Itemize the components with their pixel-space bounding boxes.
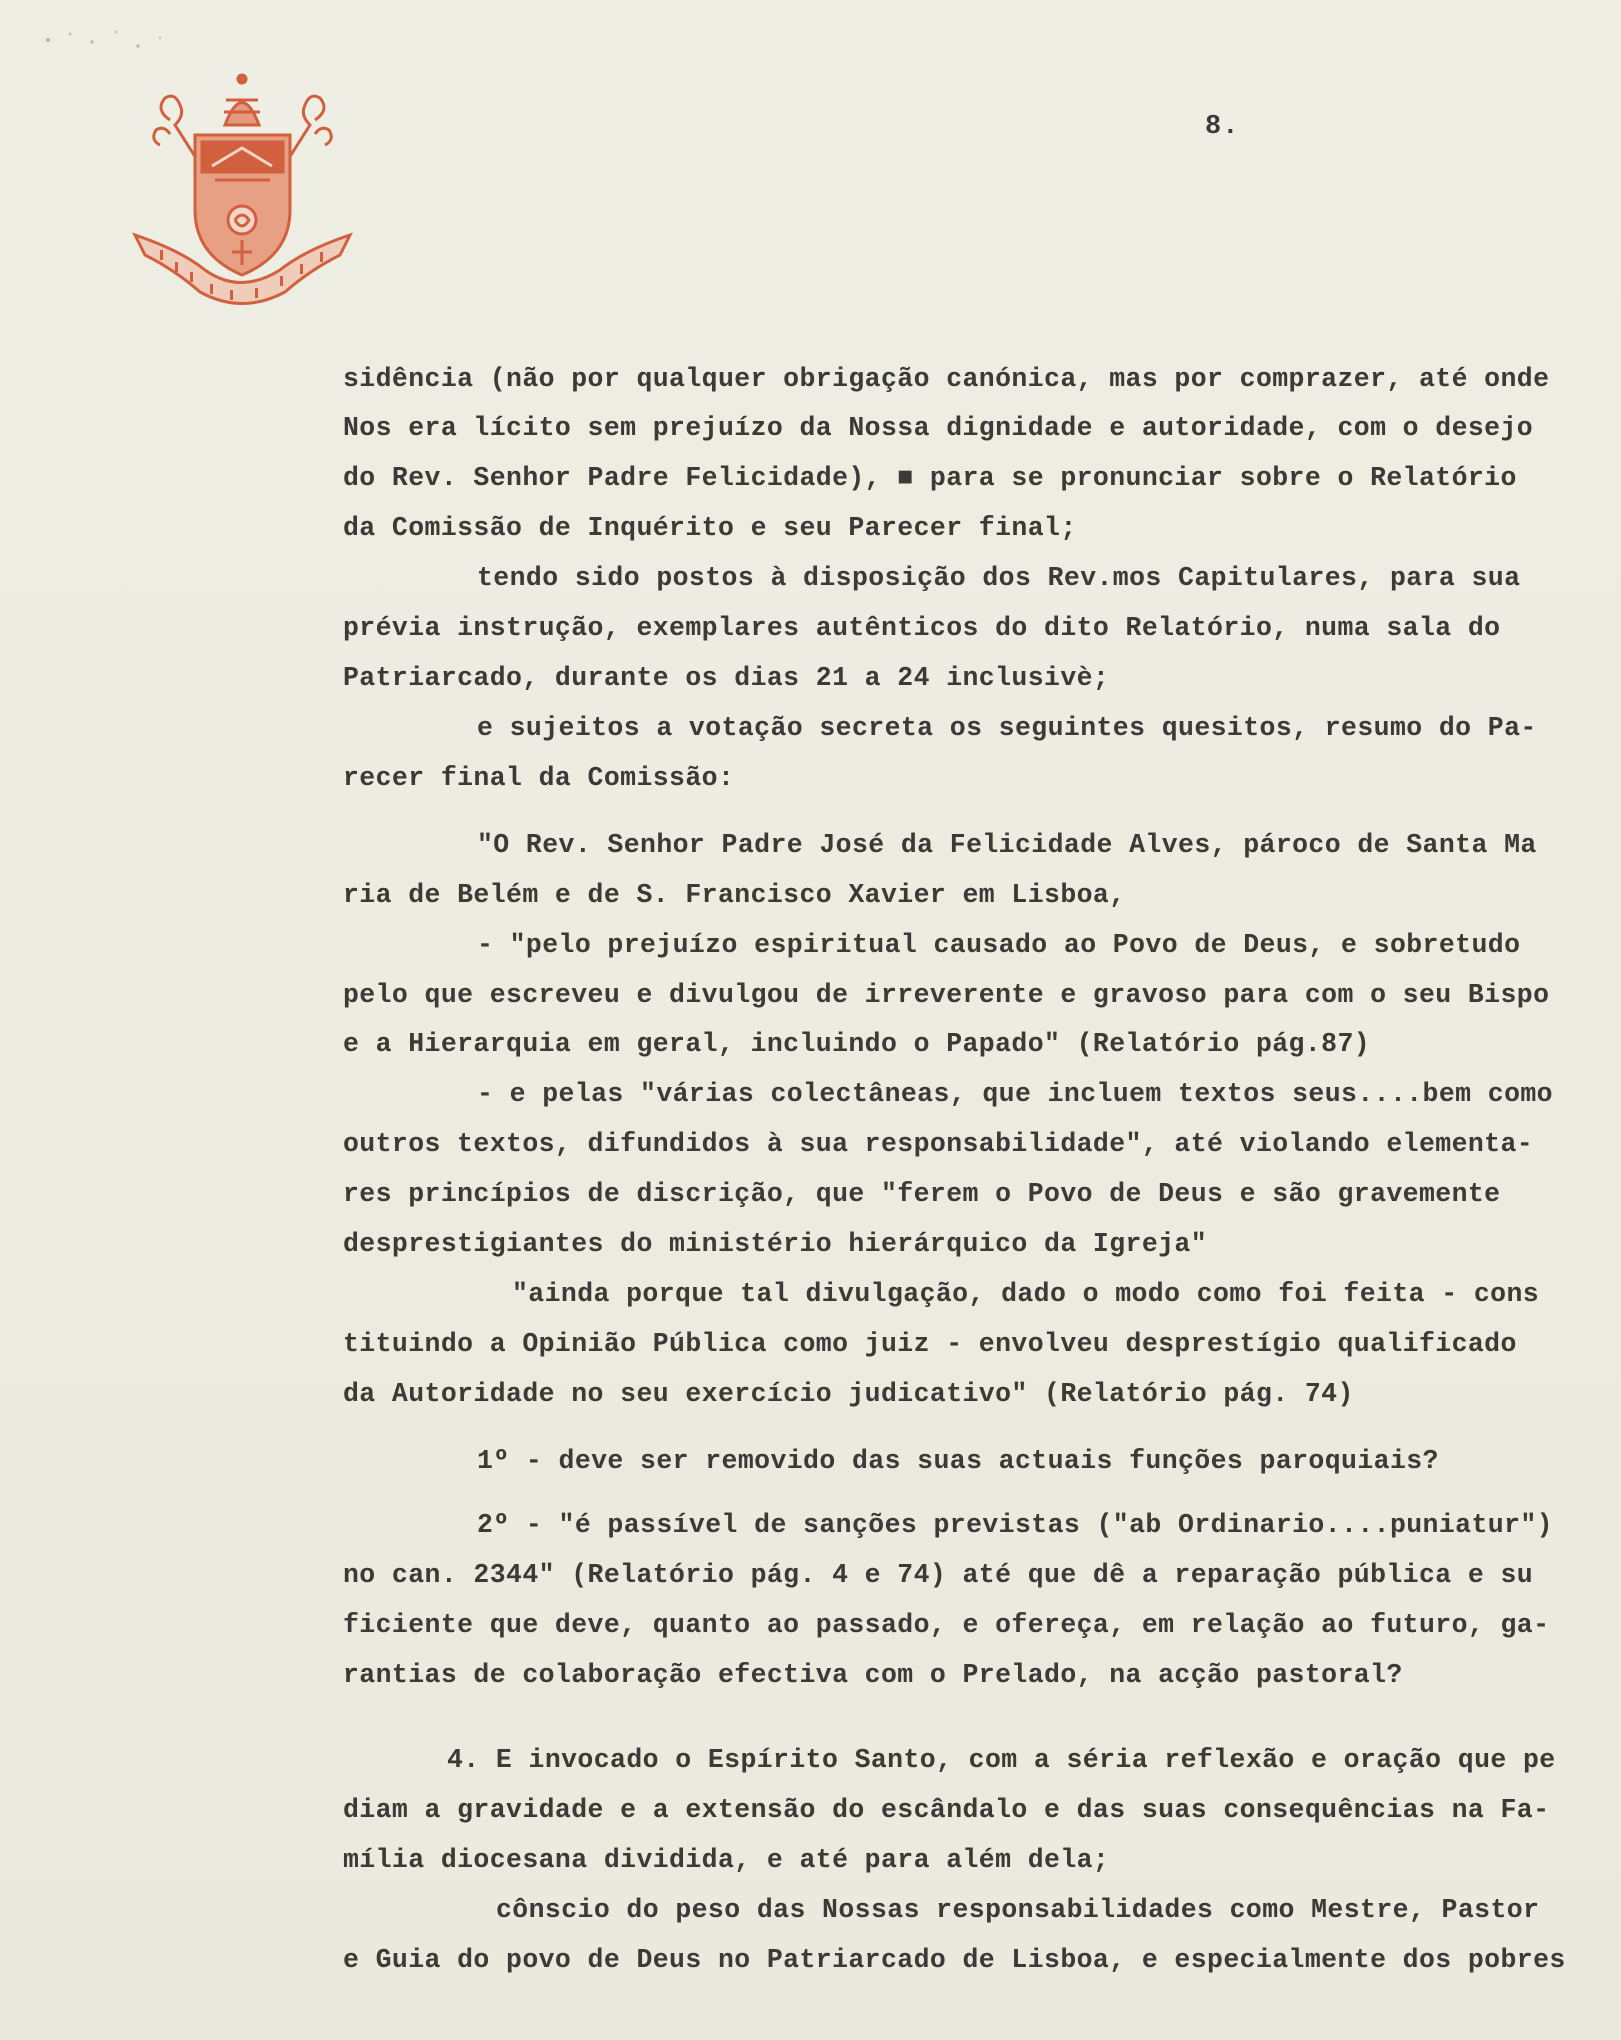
text-line: ria de Belém e de S. Francisco Xavier em Lisboa, — [343, 880, 1126, 910]
text-line: - e pelas "várias colectâneas, que incluem textos seus....bem como — [477, 1079, 1553, 1109]
text-line: ficiente que deve, quanto ao passado, e ofereça, em relação ao futuro, ga- — [343, 1610, 1550, 1640]
text-line: cônscio do peso das Nossas responsabilidades como Mestre, Pastor — [496, 1895, 1540, 1925]
text-line: e sujeitos a votação secreta os seguintes quesitos, resumo do Pa- — [477, 713, 1537, 743]
text-line: no can. 2344" (Relatório pág. 4 e 74) até que dê a reparação pública e su — [343, 1560, 1534, 1590]
text-line: tituindo a Opinião Pública como juiz - envolveu desprestígio qualificado — [343, 1329, 1517, 1359]
text-line: res princípios de discrição, que "ferem o Povo de Deus e são gravemente — [343, 1179, 1501, 1209]
text-line: sidência (não por qualquer obrigação canónica, mas por comprazer, até onde — [343, 364, 1550, 394]
text-line: - "pelo prejuízo espiritual causado ao Povo de Deus, e sobretudo — [477, 930, 1521, 960]
page-number: 8. — [1205, 112, 1240, 142]
text-line: 1º - deve ser removido das suas actuais funções paroquiais? — [477, 1446, 1439, 1476]
text-line: e Guia do povo de Deus no Patriarcado de Lisboa, e especialmente dos pobres — [343, 1945, 1566, 1975]
text-line: 4. E invocado o Espírito Santo, com a séria reflexão e oração que pe — [447, 1745, 1556, 1775]
text-line: "O Rev. Senhor Padre José da Felicidade Alves, pároco de Santa Ma — [477, 830, 1537, 860]
text-line: outros textos, difundidos à sua responsabilidade", até violando elementa- — [343, 1129, 1534, 1159]
text-line: "ainda porque tal divulgação, dado o modo como foi feita - cons — [512, 1279, 1540, 1309]
text-line: da Autoridade no seu exercício judicativo" (Relatório pág. 74) — [343, 1379, 1354, 1409]
text-line: da Comissão de Inquérito e seu Parecer final; — [343, 513, 1077, 543]
text-line: Nos era lícito sem prejuízo da Nossa dignidade e autoridade, com o desejo — [343, 413, 1534, 443]
text-line: desprestigiantes do ministério hierárquico da Igreja" — [343, 1229, 1208, 1259]
text-line: pelo que escreveu e divulgou de irreverente e gravoso para com o seu Bispo — [343, 980, 1550, 1010]
text-line: e a Hierarquia em geral, incluindo o Papado" (Relatório pág.87) — [343, 1029, 1371, 1059]
text-line: rantias de colaboração efectiva com o Prelado, na acção pastoral? — [343, 1660, 1403, 1690]
text-line: mília diocesana dividida, e até para além dela; — [343, 1845, 1110, 1875]
text-line: do Rev. Senhor Padre Felicidade), ■ para se pronunciar sobre o Relatório — [343, 463, 1517, 493]
patriarchate-coat-of-arms-icon — [130, 70, 355, 320]
text-line: diam a gravidade e a extensão do escândalo e das suas consequências na Fa- — [343, 1795, 1550, 1825]
text-line: prévia instrução, exemplares autênticos do dito Relatório, numa sala do — [343, 613, 1501, 643]
text-line: recer final da Comissão: — [343, 763, 735, 793]
text-line: tendo sido postos à disposição dos Rev.mos Capitulares, para sua — [477, 563, 1521, 593]
text-line: 2º - "é passível de sanções previstas ("ab Ordinario....puniatur") — [477, 1510, 1553, 1540]
paper-specks — [40, 20, 170, 60]
text-line: Patriarcado, durante os dias 21 a 24 inclusivè; — [343, 663, 1110, 693]
